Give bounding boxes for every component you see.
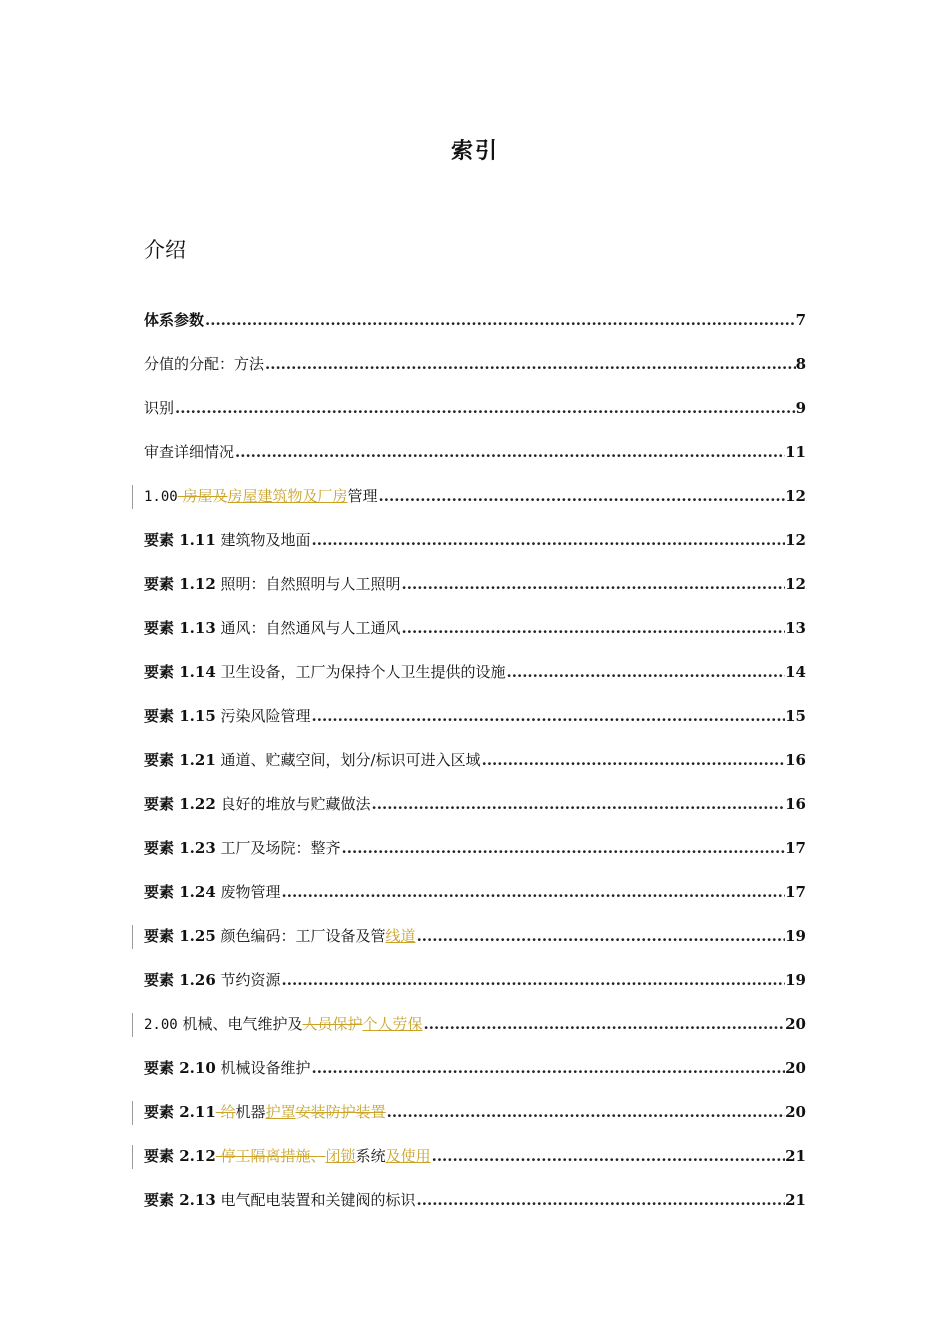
toc-entry-label [144,839,341,857]
toc-entry-label [144,707,311,725]
toc-entry-label [144,443,234,461]
inserted-text: 及使用 [385,1147,431,1165]
revision-change-bar [132,485,133,509]
toc-entry[interactable] [144,524,806,568]
toc-page-number: 17 [785,839,806,857]
dot-leader [416,927,786,945]
toc-entry-label [144,751,481,769]
toc-entry-number: 要素 1.25 [144,927,216,945]
toc-entry-label [144,487,378,506]
toc-entry-label [144,311,204,329]
toc-page-number: 17 [785,883,806,901]
toc-page-number: 12 [785,487,806,505]
toc-entry-label [144,619,401,637]
dot-leader [234,443,785,461]
toc-entry-label [144,1103,386,1121]
toc-entry-text: 照明：自然照明与人工照明 [215,575,401,593]
toc-page-number: 20 [785,1103,806,1121]
toc-entry[interactable] [144,964,806,1008]
toc-entry-label [144,1059,311,1077]
toc-entry-label [144,971,281,989]
toc-entry[interactable] [144,876,806,920]
toc-page-number: 20 [785,1015,806,1033]
toc-entry-text: 废物管理 [215,883,281,901]
toc-entry-text: 审查详细情况 [144,443,235,461]
toc-entry[interactable] [144,1184,806,1228]
dot-leader [281,971,786,989]
toc-entry-number: 要素 2.12 [144,1147,216,1165]
toc-page-number: 20 [785,1059,806,1077]
toc-entry-number: 要素 1.15 [144,707,216,725]
toc-page-number: 11 [785,443,806,461]
toc-entry-number: 要素 1.11 [144,531,216,549]
toc-entry[interactable] [144,392,806,436]
toc-entry-text: 颜色编码：工厂设备及管 [215,927,386,945]
inserted-text: 线道 [385,927,416,945]
toc-entry[interactable] [144,568,806,612]
toc-entry-number: 要素 2.10 [144,1059,216,1077]
dot-leader [281,883,786,901]
toc-entry[interactable] [144,788,806,832]
toc-entry-text: 通风：自然通风与人工通风 [215,619,401,637]
dot-leader [264,355,796,373]
dot-leader [423,1015,786,1033]
inserted-text: 房屋建筑物及厂房 [227,487,348,505]
dot-leader [311,707,786,725]
toc-page-number: 7 [795,311,806,329]
toc-entry-number: 要素 1.13 [144,619,216,637]
toc-entry-text: 通道、贮藏空间，划分/标识可进入区域 [215,751,481,769]
toc-page-number: 14 [785,663,806,681]
toc-entry-text: 机器 [235,1103,266,1121]
toc-entry-number: 要素 1.24 [144,883,216,901]
dot-leader [371,795,786,813]
deleted-text: 停工隔离措施、 [215,1147,326,1165]
toc-entry-number: 要素 1.12 [144,575,216,593]
toc-entry-label [144,883,281,901]
toc-entry-text: 体系参数 [144,311,205,329]
toc-entry-label [144,1147,431,1165]
inserted-text: 护罩 [265,1103,296,1121]
toc-entry-text: 建筑物及地面 [215,531,311,549]
toc-page-number: 21 [785,1147,806,1165]
toc-entry-number: 要素 1.14 [144,663,216,681]
toc-entry-text: 管理 [347,487,378,505]
toc-entry-label [144,1191,416,1209]
toc-entry-label [144,663,506,681]
toc-entry-number: 要素 1.26 [144,971,216,989]
toc-page-number: 16 [785,751,806,769]
toc-entry[interactable] [144,744,806,788]
toc-page-number: 21 [785,1191,806,1209]
inserted-text: 个人劳保 [362,1015,423,1033]
toc-entry-label [144,1015,423,1034]
toc-entry[interactable] [144,1140,806,1184]
toc-page-number: 8 [795,355,806,373]
dot-leader [416,1191,786,1209]
toc-entry[interactable] [144,656,806,700]
toc-entry-text: 污染风险管理 [215,707,311,725]
toc-entry-text: 机械设备维护 [215,1059,311,1077]
dot-leader [204,311,796,329]
toc-entry-number: 要素 1.21 [144,751,216,769]
dot-leader [378,487,786,505]
dot-leader [431,1147,786,1165]
inserted-text: 闭锁 [325,1147,356,1165]
revision-change-bar [132,1101,133,1125]
toc-entry-text: 电气配电装置和关键阀的标识 [215,1191,416,1209]
dot-leader [481,751,786,769]
toc-page-number: 12 [785,575,806,593]
toc-entry[interactable] [144,436,806,480]
toc-entry[interactable] [144,920,806,964]
toc-page-number: 12 [785,531,806,549]
toc-page-number: 9 [795,399,806,417]
dot-leader [386,1103,786,1121]
toc-entry[interactable] [144,1096,806,1140]
toc-entry-number: 要素 1.23 [144,839,216,857]
revision-change-bar [132,1013,133,1037]
toc-entry[interactable] [144,700,806,744]
toc-entry-label [144,355,264,373]
dot-leader [174,399,796,417]
toc-entry-number: 2.00 [144,1017,178,1033]
toc-entry[interactable] [144,832,806,876]
revision-change-bar [132,925,133,949]
toc-entry[interactable] [144,480,806,524]
toc-entry-text: 节约资源 [215,971,281,989]
revision-change-bar [132,1145,133,1169]
toc-entry-text: 分值的分配：方法 [144,355,265,373]
dot-leader [311,531,786,549]
toc-entry-text: 良好的堆放与贮藏做法 [215,795,371,813]
dot-leader [341,839,786,857]
dot-leader [506,663,786,681]
toc-page-number: 13 [785,619,806,637]
toc-entry-number: 要素 1.22 [144,795,216,813]
dot-leader [401,575,786,593]
toc-entry-text: 识别 [144,399,175,417]
deleted-text: 给 [215,1103,236,1121]
toc-entry[interactable] [144,304,806,348]
toc-entry-text: 系统 [355,1147,386,1165]
toc-entry-label [144,927,416,945]
page-title: 索引 [450,138,499,164]
toc-entry-text: 卫生设备，工厂为保持个人卫生提供的设施 [215,663,506,681]
toc-entry[interactable] [144,348,806,392]
dot-leader [311,1059,786,1077]
toc-entry-label [144,575,401,593]
toc-page-number: 19 [785,927,806,945]
deleted-text: 人员保护 [302,1015,363,1033]
toc-entry-text: 工厂及场院：整齐 [215,839,341,857]
toc-page-number: 16 [785,795,806,813]
toc-entry-number: 要素 2.13 [144,1191,216,1209]
toc-entry[interactable] [144,1008,806,1052]
toc-entry[interactable] [144,612,806,656]
toc-page-number: 19 [785,971,806,989]
toc-entry-label [144,531,311,549]
dot-leader [401,619,786,637]
toc-entry-label [144,399,174,417]
table-of-contents [144,304,806,1228]
toc-page-number: 15 [785,707,806,725]
toc-entry-label [144,795,371,813]
toc-entry-number: 1.00 [144,489,178,505]
deleted-text: 房屋及 [177,487,228,505]
deleted-text: 安装防护装置 [295,1103,386,1121]
toc-entry-number: 要素 2.11 [144,1103,216,1121]
section-heading: 介绍 [144,238,186,262]
toc-entry[interactable] [144,1052,806,1096]
toc-entry-text: 机械、电气维护及 [177,1015,303,1033]
